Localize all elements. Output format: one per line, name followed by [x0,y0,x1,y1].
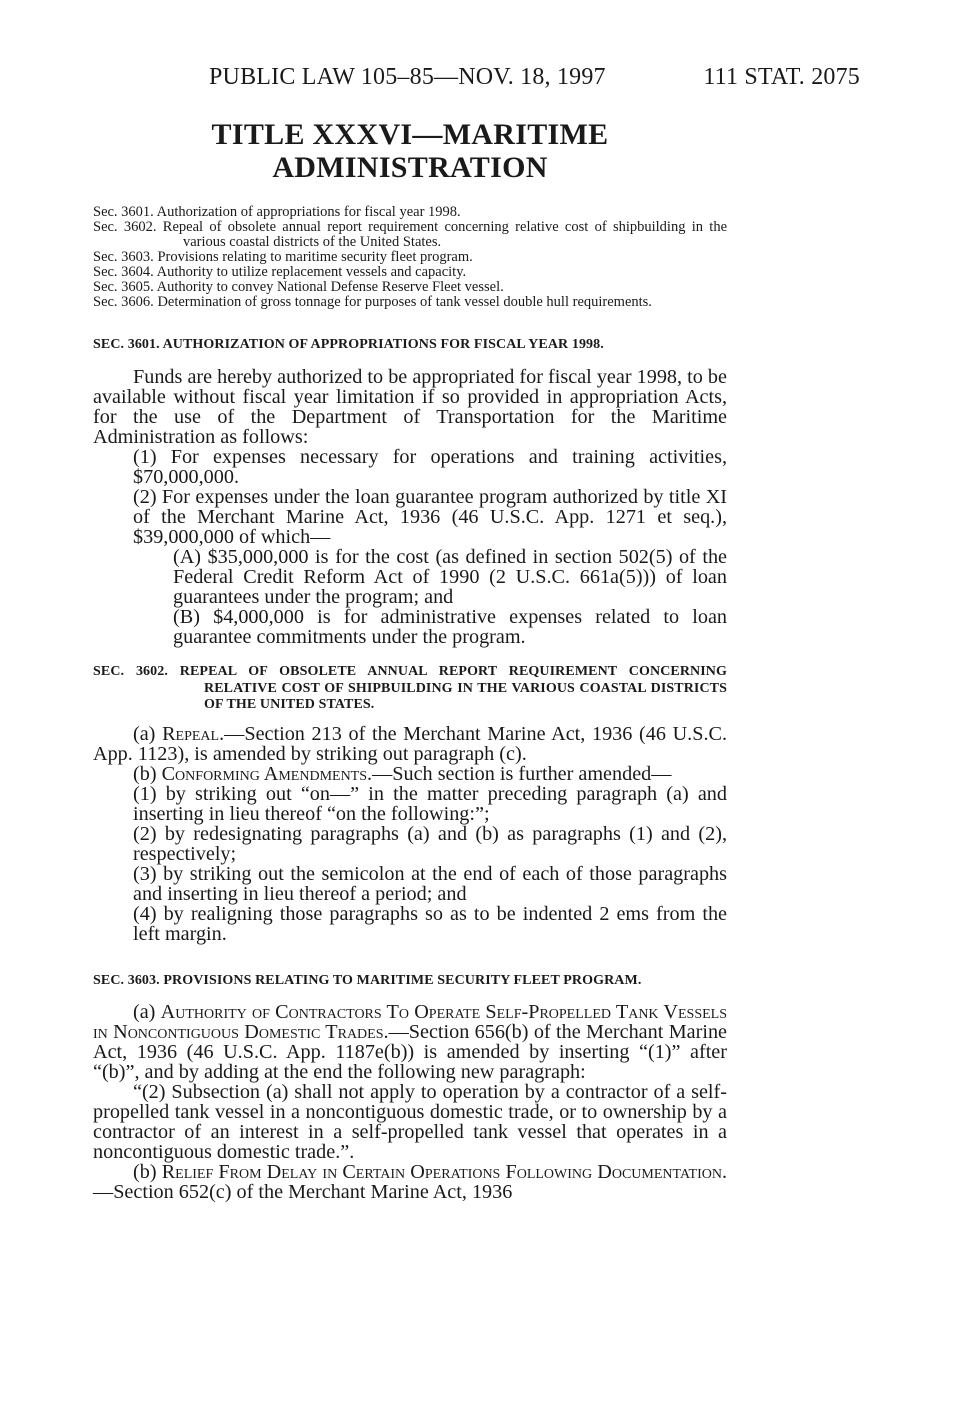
title-line-1: TITLE XXXVI—MARITIME [211,118,609,151]
toc-item [93,205,727,220]
toc-item [93,250,727,265]
toc-item-text: Determination of gross tonnage for purposes of tank vessel double hull requirements. [157,294,652,310]
toc-item [93,220,727,250]
subsection-caption: Repeal [162,722,220,745]
paragraph-3: (3) by striking out the semicolon at the end of each of those paragraphs and inserting in lieu thereof a period; and [133,862,727,905]
subsection-caption: Authority of Contractors To Operate Self-Propelled Tank Vessels in Noncontiguous Domestic Trades [93,1000,727,1043]
running-header-law: PUBLIC LAW 105–85—NOV. 18, 1997 [209,64,606,90]
toc-item [93,265,727,280]
table-of-contents [93,205,727,310]
toc-item [93,295,727,310]
section-heading: SEC. 3603. PROVISIONS RELATING TO MARITIME SECURITY FLEET PROGRAM. [93,973,642,988]
toc-item-text: Authority to convey National Defense Reserve Fleet vessel. [156,279,504,295]
subsection-a: (a) Repeal.—Section 213 of the Merchant Marine Act, 1936 (46 U.S.C. App. 1123), is amended by striking out paragraph (c). [93,722,728,765]
subsection-a: (a) Authority of Contractors To Operate Self-Propelled Tank Vessels in Noncontiguous Domestic Trades.—Section 656(b) of the Merchant Marine Act, 1936 (46 U.S.C. App. 1187e(b)) is amended by inserting “(1)” after “(b)”, and by adding at the end the following new paragraph: [93,1000,727,1083]
toc-item-number: Sec. 3604. [93,264,154,280]
section-3601 [93,337,727,647]
paragraph-4: (4) by realigning those paragraphs so as to be indented 2 ems from the left margin. [133,902,727,945]
toc-item-number: Sec. 3603. [93,249,154,265]
paragraph-1: (1) For expenses necessary for operations and training activities, $70,000,000. [133,445,727,488]
subsection-b: (b) Conforming Amendments.—Such section is further amended— [133,762,672,785]
toc-item-number: Sec. 3601. [93,204,154,220]
section-heading: SEC. 3602. REPEAL OF OBSOLETE ANNUAL REPORT REQUIREMENT CONCERNING RELATIVE COST OF SHIPBUILDING IN THE VARIOUS COASTAL DISTRICTS OF THE UNITED STATES. [93,664,728,712]
toc-item [93,280,727,295]
subparagraph-b: (B) $4,000,000 is for administrative expenses related to loan guarantee commitments under the program. [173,605,727,648]
toc-item-text: Provisions relating to maritime security fleet program. [157,249,473,265]
toc-item-number: Sec. 3602. [93,219,157,235]
section-intro-paragraph: Funds are hereby authorized to be appropriated for fiscal year 1998, to be available without fiscal year limitation if so provided in appropriation Acts, for the use of the Department of Transportation for the Maritime Administration as follows: [93,365,727,448]
running-header-stat: 111 STAT. 2075 [703,64,860,90]
paragraph-2: (2) For expenses under the loan guarantee program authorized by title XI of the Merchant Marine Act, 1936 (46 U.S.C. App. 1271 et seq.), $39,000,000 of which— [133,485,727,548]
paragraph-2: (2) by redesignating paragraphs (a) and (b) as paragraphs (1) and (2), respectively; [133,822,727,865]
title-line-2: ADMINISTRATION [272,151,548,184]
toc-item-text: Authorization of appropriations for fiscal year 1998. [156,204,461,220]
subsection-b: (b) Relief From Delay in Certain Operations Following Documentation.—Section 652(c) of the Merchant Marine Act, 1936 [93,1160,727,1203]
paragraph-1: (1) by striking out “on—” in the matter preceding paragraph (a) and inserting in lieu thereof “on the following:”; [133,782,727,825]
subsection-caption: Relief From Delay in Certain Operations Following Documentation [161,1160,722,1183]
title-heading [160,118,660,184]
toc-item-number: Sec. 3606. [93,294,154,310]
toc-item-text: Repeal of obsolete annual report requirement concerning relative cost of shipbuilding in the various coastal districts of the United States. [162,219,728,250]
section-3602 [93,664,727,944]
section-heading: SEC. 3601. AUTHORIZATION OF APPROPRIATIONS FOR FISCAL YEAR 1998. [93,337,604,352]
section-3603 [93,973,727,1202]
subsection-caption: Conforming Amendments [161,762,368,785]
subparagraph-a: (A) $35,000,000 is for the cost (as defined in section 502(5) of the Federal Credit Reform Act of 1990 (2 U.S.C. 661a(5))) of loan guarantees under the program; and [173,545,727,608]
toc-item-text: Authority to utilize replacement vessels and capacity. [156,264,467,280]
toc-item-number: Sec. 3605. [93,279,154,295]
quoted-paragraph: “(2) Subsection (a) shall not apply to operation by a contractor of a self-propelled tank vessel in a noncontiguous domestic trade, or to ownership by a contractor of an interest in a self-propelled tank vessel that operates in a noncontiguous domestic trade.”. [93,1080,727,1163]
